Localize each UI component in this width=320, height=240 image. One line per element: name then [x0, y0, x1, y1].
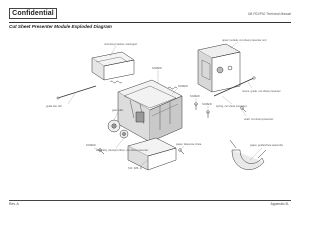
upper-frame-part: [198, 44, 240, 92]
callout-label: SCREW: [152, 67, 162, 70]
callout-label: SCREW: [86, 144, 96, 147]
callout-label: assembly, transport drive, cut sheet presenter: [96, 149, 149, 152]
callout-label: shaft, cut sheet presenter: [244, 118, 274, 121]
upper-bracket-part: [92, 52, 134, 80]
callout-label: upper module, cut sheet presenter unit: [222, 39, 267, 42]
lower-cover-part: [128, 138, 176, 170]
right-shaft-part: [214, 78, 254, 96]
confidential-stamp: Confidential: [9, 8, 57, 19]
manual-title: UB-P01/P02 Technical Manual: [247, 12, 291, 16]
guide-rod-part: [58, 86, 96, 98]
footer-rule: [9, 200, 291, 201]
callout-label: S.R. (M3, 4): [128, 167, 142, 170]
callout-label: mounting bracket, rear/upper: [104, 43, 138, 46]
callout-label: mount, guide, cut sheet presenter: [242, 90, 281, 93]
callout-label: paper, guide/chute assembly: [250, 144, 284, 147]
callout-label: guide bar, left: [46, 105, 62, 108]
callout-label: SCREW: [178, 85, 188, 88]
footer-page-number: Appendix B-: [270, 202, 289, 206]
callout-label: spring, cut sheet presenter: [216, 105, 247, 108]
footer-revision: Rev. A: [9, 202, 19, 206]
callout-label: paper, dispense chute: [176, 143, 202, 146]
callout-label: SCREW: [190, 95, 200, 98]
callout-label: SCREW: [202, 103, 212, 106]
spring-part: [110, 81, 122, 83]
callout-label: gear, idler: [112, 109, 124, 112]
page-title: Cut Sheet Presenter Module Exploded Diagram: [9, 24, 112, 29]
